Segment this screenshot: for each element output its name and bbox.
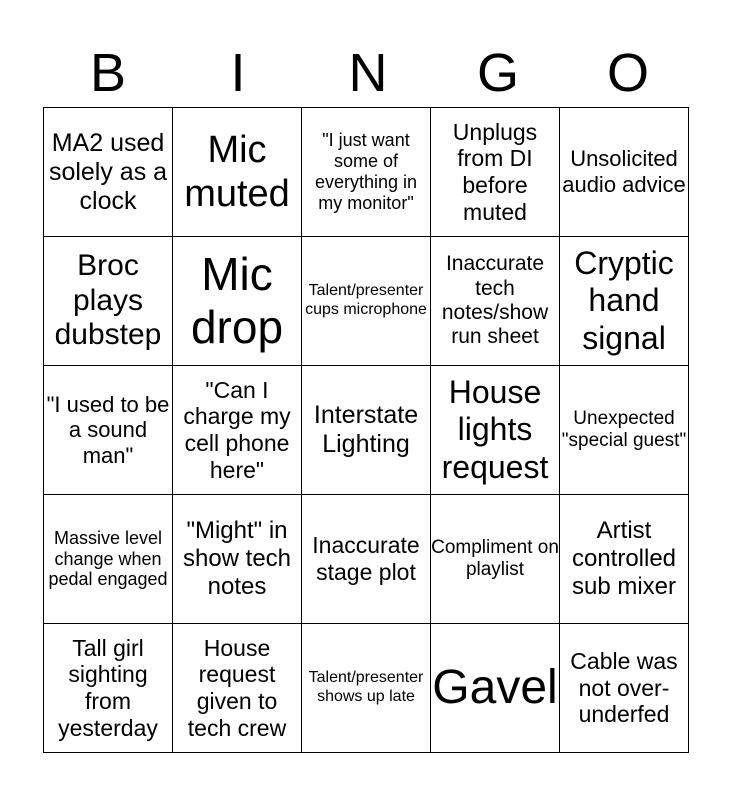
bingo-cell[interactable]: MA2 used solely as a clock — [44, 108, 173, 237]
bingo-cell[interactable]: Talent/presenter cups microphone — [302, 237, 431, 366]
header-letter-o: O — [606, 43, 649, 103]
bingo-cell[interactable]: "Might" in show tech notes — [173, 495, 302, 624]
bingo-cell[interactable]: Unsolicited audio advice — [560, 108, 689, 237]
header-letter-n: N — [348, 43, 388, 103]
bingo-cell[interactable]: Tall girl sighting from yesterday — [44, 624, 173, 753]
bingo-cell[interactable]: Compliment on playlist — [431, 495, 560, 624]
bingo-cell[interactable]: "I used to be a sound man" — [44, 366, 173, 495]
board-row — [44, 366, 689, 495]
board-row — [44, 495, 689, 624]
board-row — [44, 624, 689, 753]
header-letter-i: I — [230, 43, 246, 103]
bingo-board — [43, 107, 689, 753]
bingo-cell[interactable]: Inaccurate stage plot — [302, 495, 431, 624]
bingo-header — [43, 40, 693, 106]
bingo-cell[interactable]: House lights request — [431, 366, 560, 495]
header-letter-b: B — [89, 43, 127, 103]
bingo-cell[interactable]: Artist controlled sub mixer — [560, 495, 689, 624]
bingo-cell[interactable]: "I just want some of everything in my monitor" — [302, 108, 431, 237]
bingo-cell[interactable]: Broc plays dubstep — [44, 237, 173, 366]
bingo-cell[interactable]: Cable was not over-underfed — [560, 624, 689, 753]
bingo-cell[interactable]: Mic drop — [173, 237, 302, 366]
bingo-cell[interactable]: Inaccurate tech notes/show run sheet — [431, 237, 560, 366]
bingo-cell[interactable]: House request given to tech crew — [173, 624, 302, 753]
bingo-cell[interactable]: Mic muted — [173, 108, 302, 237]
bingo-cell[interactable]: Cryptic hand signal — [560, 237, 689, 366]
bingo-cell[interactable]: Unplugs from DI before muted — [431, 108, 560, 237]
bingo-cell[interactable]: Gavel — [431, 624, 560, 753]
bingo-cell[interactable]: Interstate Lighting — [302, 366, 431, 495]
board-row — [44, 237, 689, 366]
bingo-cell[interactable]: "Can I charge my cell phone here" — [173, 366, 302, 495]
header-letter-g: G — [476, 43, 519, 103]
bingo-cell[interactable]: Unexpected "special guest" — [560, 366, 689, 495]
bingo-cell[interactable]: Talent/presenter shows up late — [302, 624, 431, 753]
bingo-cell[interactable]: Massive level change when pedal engaged — [44, 495, 173, 624]
board-row — [44, 108, 689, 237]
